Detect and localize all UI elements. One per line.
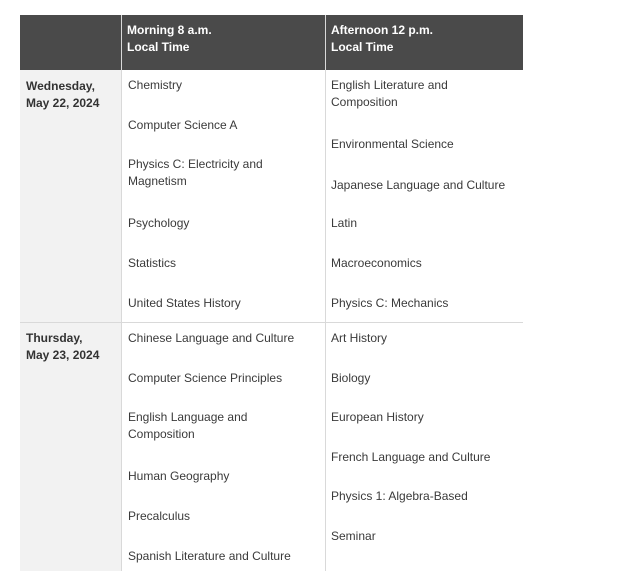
exam-subject: Physics 1: Algebra-Based	[331, 489, 468, 503]
row-divider	[20, 322, 523, 323]
exam-schedule-table	[20, 15, 523, 571]
exam-subject: Magnetism	[128, 174, 187, 188]
exam-subject: United States History	[128, 296, 241, 310]
exam-subject: European History	[331, 410, 424, 424]
weekday: Thursday,	[26, 331, 83, 345]
exam-subject: Computer Science Principles	[128, 371, 283, 385]
date-label-day2	[26, 330, 99, 364]
exam-subject: Composition	[128, 427, 195, 441]
exam-subject: French Language and Culture	[331, 450, 491, 464]
header-afternoon-time: Afternoon 12 p.m.	[331, 23, 434, 37]
exam-subject: Biology	[331, 371, 371, 385]
header-morning	[121, 15, 325, 70]
header-date-cell	[20, 15, 121, 70]
exam-subject: Physics C: Mechanics	[331, 296, 449, 310]
exam-subject: Precalculus	[128, 509, 191, 523]
column-divider	[121, 15, 122, 571]
exam-subject: Seminar	[331, 529, 376, 543]
exam-subject: Macroeconomics	[331, 256, 422, 270]
exam-subject: Japanese Language and Culture	[331, 178, 506, 192]
header-morning-time: Morning 8 a.m.	[127, 23, 212, 37]
exam-subject: Computer Science A	[128, 118, 238, 132]
exam-subject: Composition	[331, 95, 398, 109]
exam-subject: Statistics	[128, 256, 177, 270]
exam-subject: Chemistry	[128, 78, 183, 92]
exam-subject: English Literature and	[331, 78, 448, 92]
date: May 22, 2024	[26, 96, 100, 110]
header-morning-local: Local Time	[127, 40, 190, 54]
weekday: Wednesday,	[26, 79, 95, 93]
exam-subject: Chinese Language and Culture	[128, 331, 295, 345]
exam-subject: English Language and	[128, 410, 248, 424]
exam-subject: Physics C: Electricity and	[128, 157, 263, 171]
header-afternoon	[325, 15, 523, 70]
header-afternoon-local: Local Time	[331, 40, 394, 54]
column-divider	[325, 15, 326, 571]
exam-subject: Psychology	[128, 216, 190, 230]
exam-subject: Environmental Science	[331, 137, 454, 151]
exam-subject: Spanish Literature and Culture	[128, 549, 291, 563]
exam-subject: Human Geography	[128, 469, 230, 483]
date: May 23, 2024	[26, 348, 100, 362]
exam-subject: Latin	[331, 216, 358, 230]
exam-subject: Art History	[331, 331, 388, 345]
date-label-day1	[26, 78, 99, 112]
